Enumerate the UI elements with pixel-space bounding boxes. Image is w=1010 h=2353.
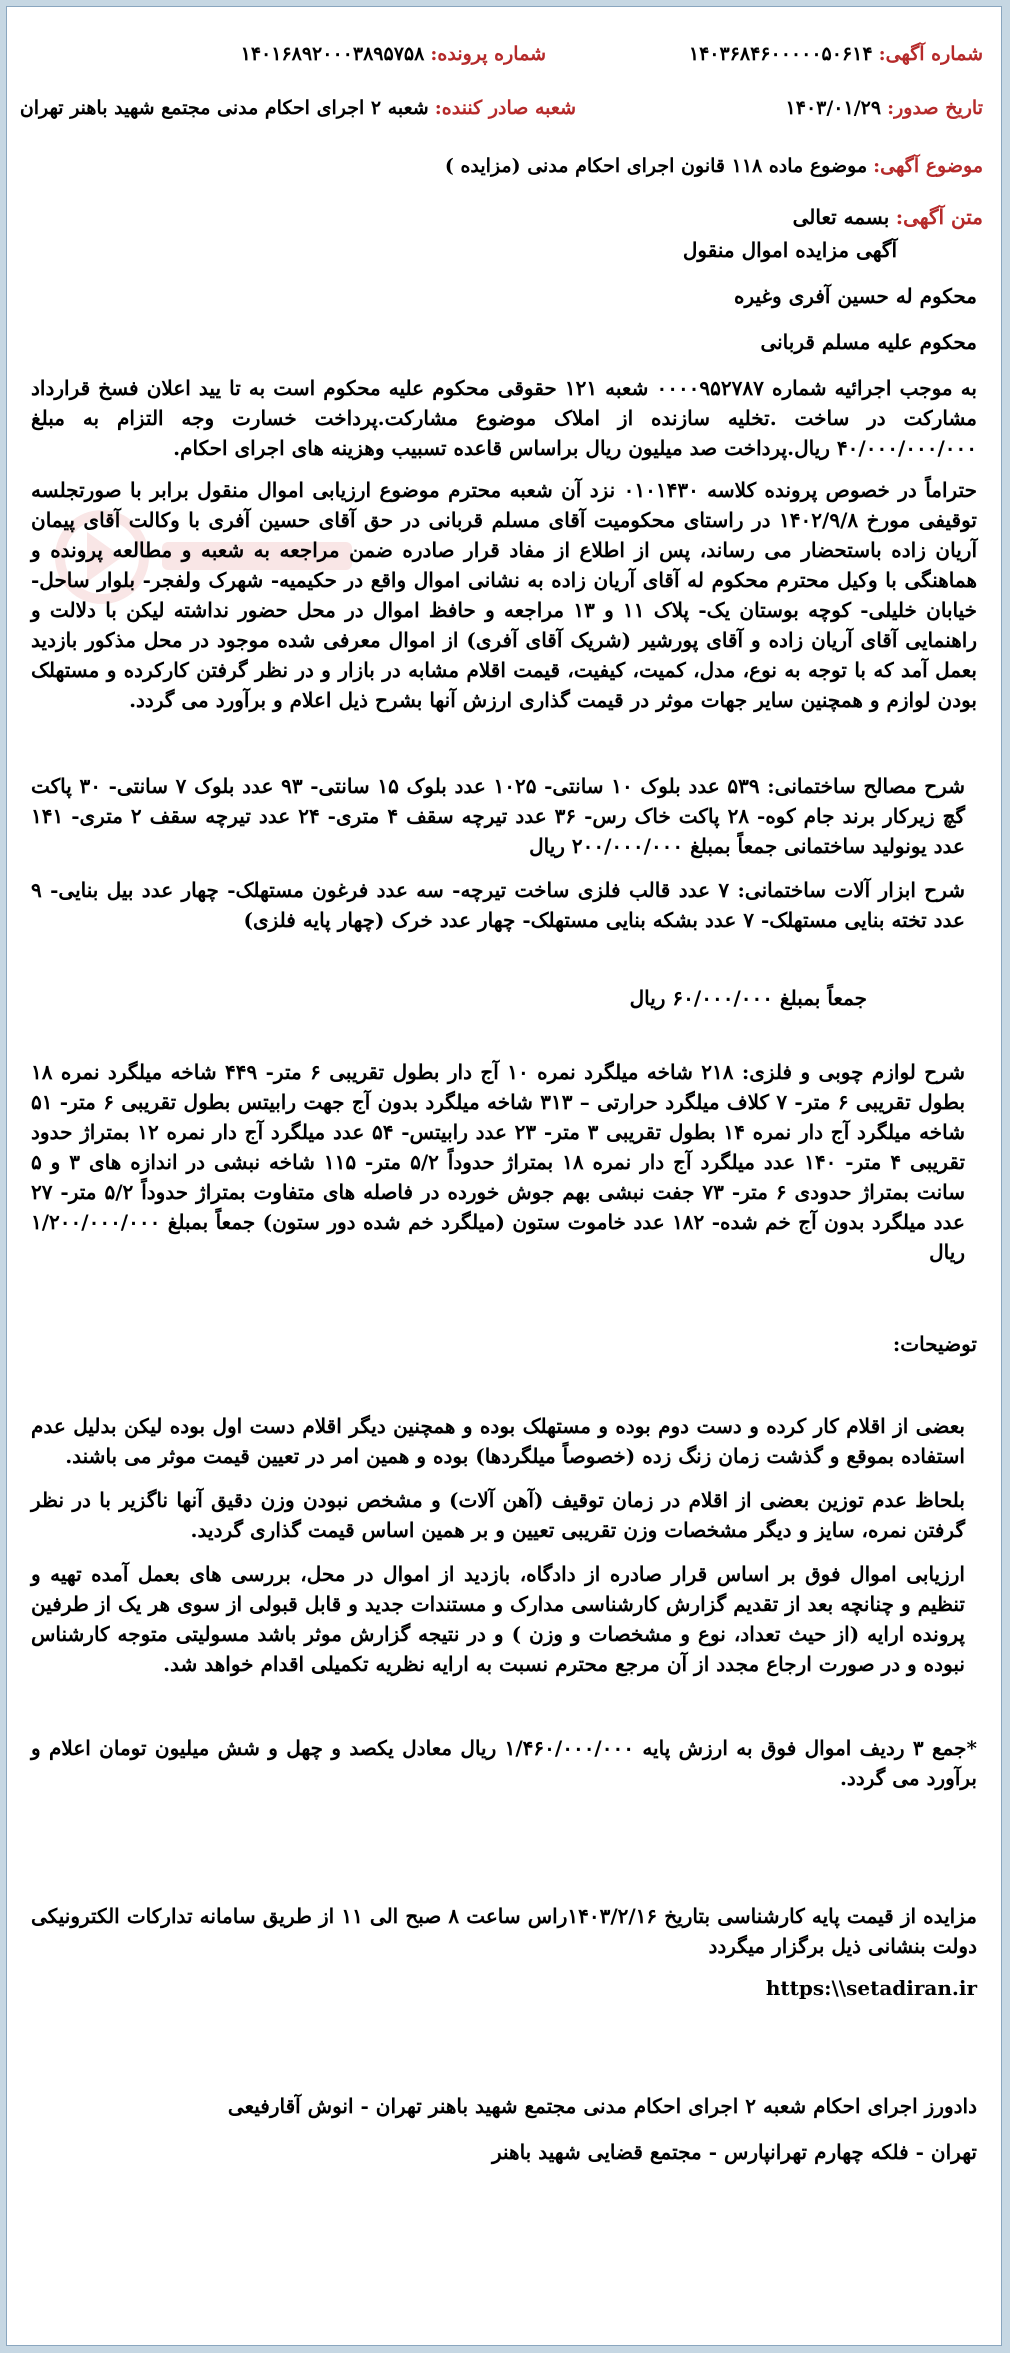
notes-heading: توضیحات: [892,1332,977,1356]
subject-label: موضوع آگهی: [873,155,983,177]
defendant: محکوم علیه مسلم قربانی [760,330,977,354]
notice-title: آگهی مزایده اموال منقول [682,238,897,262]
issuer-label: شعبه صادر کننده: [434,97,576,119]
materials-list: شرح مصالح ساختمانی: ۵۳۹ عدد بلوک ۱۰ سانتی- ۱۰۲۵ عدد بلوک ۱۵ سانتی- ۹۳ عدد بلوک ۷ سانتی- ۳۰ پاکت گچ زیرکار برند جام کوه- ۲۸ پاکت خاک رس- ۳۶ عدد تیرچه سقف ۴ متری- ۲۴ عدد تیرچه سقف ۲ متری- ۱۴۱ عدد یونولید ساختمانی جمعاً بمبلغ ۲۰۰/۰۰۰/۰۰۰ ریال [31,774,966,858]
text-row [793,205,983,229]
ad-number-row [689,43,983,65]
issue-date: ۱۴۰۳/۰۱/۲۹ [785,97,882,119]
case-number: ۱۴۰۱۶۸۹۲۰۰۰۳۸۹۵۷۵۸ [240,43,425,65]
text-first: بسمه تعالی [792,205,890,229]
tools-list: شرح ابزار آلات ساختمانی: ۷ عدد قالب فلزی ساخت تیرچه- سه عدد فرغون مستهلک- چهار عدد بیل بنایی- ۹ عدد تخته بنایی مستهلک- ۷ عدد بشکه بنایی مستهلک- چهار عدد خرک (چهار پایه فلزی) [31,878,965,932]
text-label: متن آگهی: [895,205,983,229]
ad-number: ۱۴۰۳۶۸۴۶۰۰۰۰۰۵۰۶۱۴ [688,43,873,65]
tools-total: جمعاً بمبلغ ۶۰/۰۰۰/۰۰۰ ریال [629,986,867,1010]
note-3: ارزیابی اموال فوق بر اساس قرار صادره از دادگاه، بازدید از اموال در محل، بررسی های بعمل آمده تهیه و تنظیم و چنانچه بعد از تقدیم گزارش کارشناسی مدارک و مستندات جدید و قابل قبولی از سوی هر یک از طرفین پرونده ارایه (از حیث تعداد، نوع و مشخصات و وزن ) و در نتیجه گزارش موثر باشد مسولیتی متوجه کارشناس نبوده و در صورت ارجاع مجدد از آن مرجع محترم نسبت به ارایه نظریه تکمیلی اقدام خواهد شد. [31,1562,965,1676]
issue-date-label: تاریخ صدور: [887,97,983,119]
note-2: بلحاظ عدم توزین بعضی از اقلام در زمان توقیف (آهن آلات) و مشخص نبودن وزن دقیق آنها ناگزیر با در نظر گرفتن نمره، سایز و دیگر مشخصات وزن تقریبی تعیین و بر همین اساس قیمت گذاری گردید. [31,1488,965,1542]
plaintiff: محکوم له حسین آفری وغیره [734,284,977,308]
metal-list: شرح لوازم چوبی و فلزی: ۲۱۸ شاخه میلگرد نمره ۱۰ آج دار بطول تقریبی ۶ متر- ۴۴۹ شاخه میلگرد نمره ۱۸ بطول تقریبی ۶ متر- ۷ کلاف میلگرد حرارتی – ۳۱۳ شاخه میلگرد بدون آج جهت رابیتس بطول تقریبی ۶ متر- ۵۱ شاخه میلگرد آج دار نمره ۱۴ بطول تقریبی ۳ متر- ۲۳ عدد رابیتس- ۵۴ عدد میلگرد آج دار نمره ۱۲ بمتراژ حدود تقریبی ۴ متر- ۱۴۰ عدد میلگرد آج دار نمره ۱۸ بمتراژ حدوداً ۵/۲ متر- ۱۱۵ شاخه نبشی در اندازه های ۳ و ۵ سانت بمتراژ حدودی ۶ متر- ۷۳ جفت نبشی بهم جوش خورده در فاصله های متفاوت بمتراژ حدوداً ۵/۲ متر- ۲۷ عدد میلگرد بدون آج خم شده- ۱۸۲ عدد خاموت ستون (میلگرد خم شده دور ستون) جمعاً بمبلغ ۱/۲۰۰/۰۰۰/۰۰۰ ریال [31,1060,966,1264]
case-number-label: شماره پرونده: [430,43,546,65]
note-1: بعضی از اقلام کار کرده و دست دوم بوده و مستهلک بوده و همچنین دیگر اقلام دست اول بوده لیکن بدلیل عدم استفاده بموقع و گذشت زمان زنگ زده (خصوصاً میلگردها) بوده و همین امر در تعیین قیمت موثر می باشند. [31,1414,965,1468]
case-number-row [241,43,546,65]
issuer: شعبه ۲ اجرای احکام مدنی مجتمع شهید باهنر تهران [19,97,429,119]
subject: موضوع ماده ۱۱۸ قانون اجرای احکام مدنی (مزایده ) [444,155,868,177]
address: تهران - فلکه چهارم تهرانپارس - مجتمع قضایی شهید باهنر [491,2140,977,2164]
total-value: *جمع ۳ ردیف اموال فوق به ارزش پایه ۱/۴۶۰/۰۰۰/۰۰۰ ریال معادل یکصد و چهل و شش میلیون تومان اعلام و برآورد می گردد. [31,1736,978,1790]
setadiran-link[interactable]: https:\\setadiran.ir [765,1976,977,2000]
notice-body [31,235,977,2167]
issue-date-row [786,97,983,119]
notice-frame [6,6,1002,2346]
ad-number-label: شماره آگهی: [878,43,983,65]
issuer-row [20,97,576,119]
paragraph-assessment: حتراماً در خصوص پرونده کلاسه ۰۱۰۱۴۳۰ نزد آن شعبه محترم موضوع ارزیابی اموال منقول برابر با صورتجلسه توقیفی مورخ ۱۴۰۲/۹/۸ در راستای محکومیت آقای مسلم قربانی در حق آقای حسین آفری با وکالت آقای پیمان آریان زاده باستحضار می رساند، پس از اطلاع از مفاد قرار صادره ضمن مراجعه به شعبه و مطالعه پرونده و هماهنگی با وکیل محترم محکوم له آقای آریان زاده به نشانی اموال واقع در حکیمیه- شهرک ولفجر- بلوار ساحل- خیابان خلیلی- کوچه بوستان یک- پلاک ۱۱ و ۱۳ مراجعه و حافظ اموال در محل حضور نداشته لیکن با دلالت و راهنمایی آقای آریان زاده و آقای پورشیر (شریک آقای آفری) از اموال معرفی شده موجود در محل مذکور بازدید بعمل آمد که با توجه به نوع، مدل، کمیت، کیفیت، قیمت اقلام مشابه در بازار و در نظر گرفتن کارکرده و مستهلک بودن لوازم و همچنین سایر جهات موثر در قیمت گذاری ارزش آنها بشرح ذیل اعلام و برآورد می گردد. [31,478,978,712]
signature: دادورز اجرای احکام شعبه ۲ اجرای احکام مدنی مجتمع شهید باهنر تهران - انوش آقارفیعی [227,2094,977,2118]
auction-info: مزایده از قیمت پایه کارشناسی بتاریخ ۱۴۰۳/۲/۱۶راس ساعت ۸ صبح الی ۱۱ از طریق سامانه تدارکات الکترونیکی دولت بنشانی ذیل برگزار میگردد [31,1904,977,1958]
subject-row [445,155,983,177]
paragraph-execution: به موجب اجرائیه شماره ۰۰۰۰۹۵۲۷۸۷ شعبه ۱۲۱ حقوقی محکوم علیه محکوم است به تا یید اعلان فسخ قرارداد مشارکت در ساخت .تخلیه سازنده از املاک موضوع مشارکت.پرداخت خسارت وجه التزام به مبلغ ۴۰/۰۰۰/۰۰۰/۰۰۰ ریال.پرداخت صد میلیون ریال براساس قاعده تسبیب وهزینه های اجرای احکام. [31,376,978,460]
